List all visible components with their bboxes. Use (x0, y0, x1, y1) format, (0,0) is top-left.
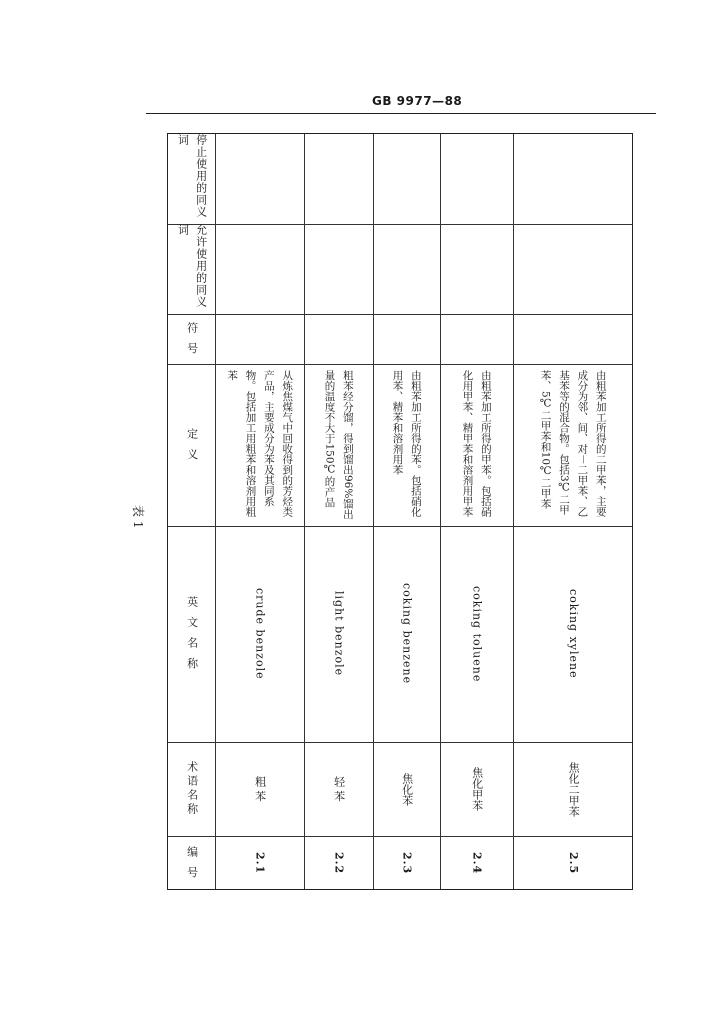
header-symbol: 符 号 (185, 321, 199, 357)
row-2-2-term: 轻 苯 (332, 776, 346, 802)
column-divider (168, 314, 632, 315)
table-caption: 表 1 (131, 505, 145, 529)
row-2-2-definition: 粗苯经分馏，得到馏出96%馏出量的温度不大于150℃的产品 (323, 370, 354, 520)
row-2-5-term: 焦化二甲苯 (567, 761, 581, 817)
row-2-3-english: coking benzene (400, 583, 414, 685)
header-rule (146, 113, 656, 114)
header-definition: 定 义 (185, 427, 199, 463)
terminology-table (167, 133, 633, 890)
row-2-2-english: light benzole (332, 591, 346, 677)
row-2-1-english: crude benzole (253, 588, 267, 680)
row-2-1-number: 2.1 (253, 852, 267, 875)
row-2-5-english: coking xylene (567, 589, 581, 679)
row-2-5-number: 2.5 (567, 852, 581, 875)
row-2-3-definition: 由粗苯加工所得的苯。包括硝化用苯、精苯和溶剂用苯 (391, 370, 422, 517)
row-2-2-number: 2.2 (332, 852, 346, 875)
row-2-5-definition: 由粗苯加工所得的二甲苯，主要成分为邻、间、对－二甲苯、乙基苯等的混合物。包括3℃二甲苯、5℃二甲苯和10℃二甲苯 (539, 370, 607, 517)
header-allowed-synonyms: 允许使用的同义词 (176, 224, 208, 308)
standard-code-header: GB 9977—88 (372, 94, 463, 108)
row-2-4-english: coking toluene (470, 585, 484, 683)
row-2-1-definition: 从炼焦煤气中回收得到的芳烃类产品，主要成分为苯及其同系物。包括加工用粗苯和溶剂用粗苯 (226, 370, 294, 517)
row-2-4-definition: 由粗苯加工所得的甲苯。包括硝化用甲苯、精甲苯和溶剂用甲苯 (461, 370, 492, 517)
row-2-3-number: 2.3 (400, 852, 414, 875)
header-term-name: 术语名称 (185, 761, 199, 817)
row-2-4-number: 2.4 (470, 852, 484, 875)
column-divider (168, 224, 632, 225)
header-deprecated-synonyms: 停止使用的同义词 (176, 134, 208, 218)
header-english-name: 英 文 名 称 (185, 596, 199, 672)
row-2-4-term: 焦化甲苯 (470, 767, 484, 811)
row-2-1-term: 粗 苯 (253, 776, 267, 802)
row-2-3-term: 焦化苯 (400, 772, 414, 806)
header-number: 编 号 (185, 846, 199, 881)
